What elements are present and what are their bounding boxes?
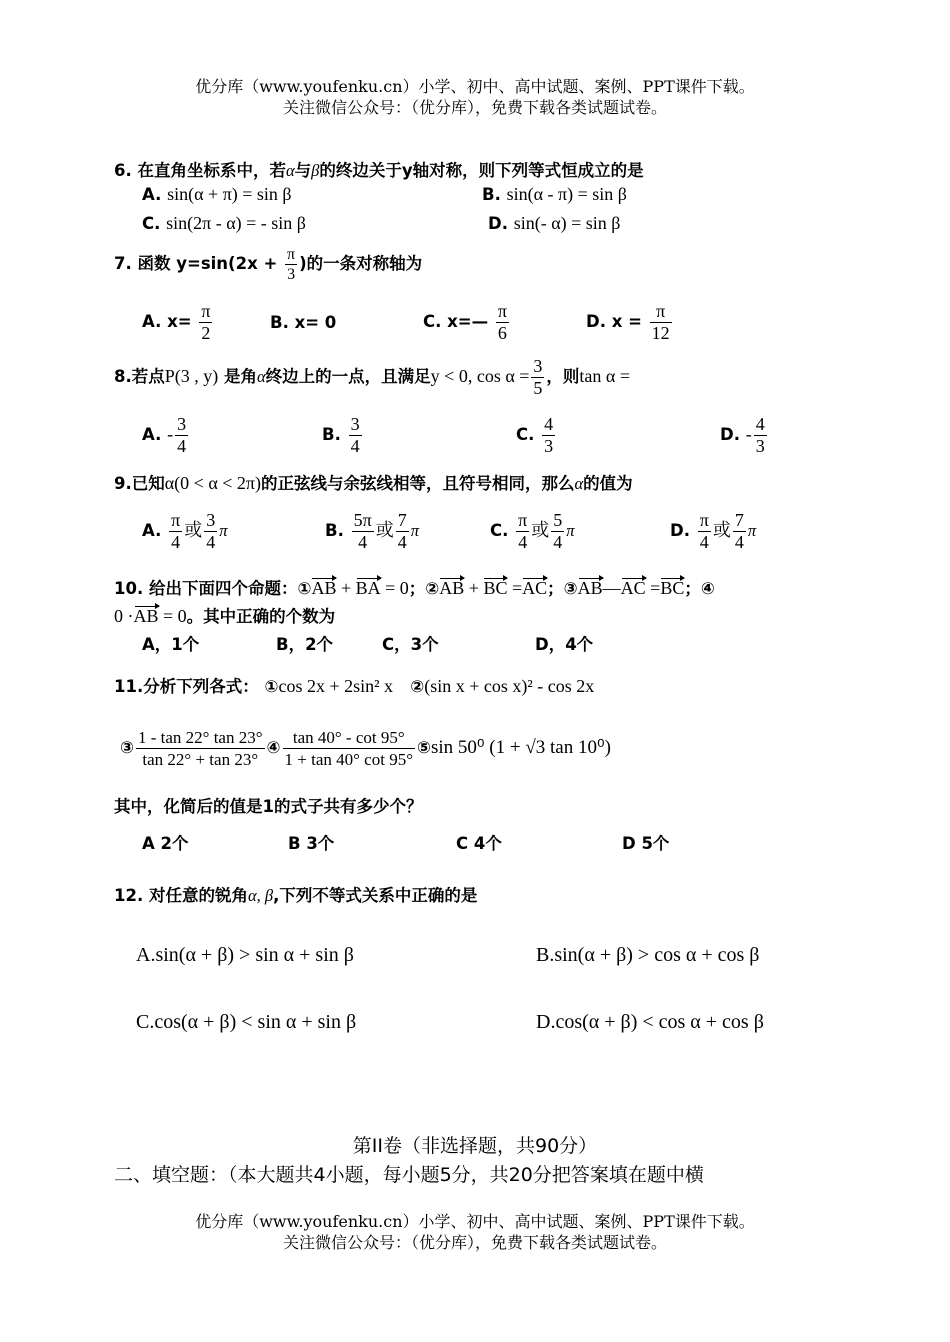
vector-ab: AB (577, 578, 603, 598)
expression-3 (136, 727, 265, 770)
denominator: 4 (734, 532, 744, 552)
question-11-expressions (120, 727, 611, 770)
q12-option-d: D.cos(α + β) < cos α + cos β (536, 1011, 764, 1033)
q9-option-b (325, 510, 419, 553)
option-fraction (754, 414, 767, 457)
q7-stem-part: 7. 函数 y=sin(2x + (114, 254, 278, 273)
denominator: 4 (518, 532, 528, 552)
or-word: 或 (712, 520, 731, 540)
q6-option-a (142, 184, 292, 205)
circled-4: ④ (266, 738, 281, 757)
q8-stem-part: 是角 (224, 367, 257, 386)
q9-stem-part: 的正弦线与余弦线相等，且符号相同，那么 (261, 474, 575, 493)
denominator: 5 (533, 378, 543, 398)
pi-symbol: π (219, 521, 228, 540)
denominator: 1 + tan 40° cot 95° (284, 750, 413, 769)
denominator: 4 (553, 532, 563, 552)
vector-ab: AB (439, 578, 465, 598)
q8-condition: y < 0, cos α = (430, 366, 530, 386)
numerator: 3 (206, 510, 216, 530)
page-header-line1: 优分库（www.youfenku.cn）小学、初中、高中试题、案例、PPT课件下载。 (195, 77, 755, 96)
numerator: 1 - tan 22° tan 23° (137, 728, 263, 747)
option-fraction (175, 414, 188, 457)
q6-stem-part: 与 (294, 161, 312, 180)
option-fraction (698, 510, 711, 553)
question-10-stem-cont (114, 603, 335, 627)
expression-5: sin 50⁰ (1 + √3 tan 10⁰) (430, 737, 611, 758)
question-7-stem (114, 245, 422, 284)
q7-option-a (142, 301, 214, 344)
denominator: 2 (201, 323, 211, 343)
circled-1: ① (264, 677, 279, 696)
option-expression: sin(- α) = sin β (513, 213, 621, 233)
q10-separator: ；③ (547, 579, 578, 598)
numerator: π (518, 510, 528, 530)
option-fraction (542, 414, 555, 457)
option-expression: sin(α - π) = sin β (506, 184, 627, 204)
zero-vector: = 0 (385, 578, 409, 598)
vector-ab: AB (311, 578, 337, 598)
denominator: 6 (497, 323, 507, 343)
numerator: 4 (755, 414, 765, 434)
numerator: 5π (353, 510, 372, 530)
option-fraction (396, 510, 409, 553)
denominator: 12 (651, 323, 670, 343)
page-footer-line1: 优分库（www.youfenku.cn）小学、初中、高中试题、案例、PPT课件下载。 (195, 1212, 755, 1231)
numerator: π (699, 510, 709, 530)
question-10-stem (114, 575, 715, 599)
q10-stem-part: 。其中正确的个数为 (186, 607, 336, 626)
q10-option-b: B，2个 (276, 635, 334, 654)
q8-stem-part: 8.若点 (114, 367, 165, 386)
plus-sign: + (340, 578, 352, 598)
equals-sign: = (511, 578, 523, 598)
numerator: 3 (533, 356, 543, 376)
vector-ab: AB (133, 606, 159, 626)
q6-alpha: α (286, 161, 295, 180)
option-label: D. (720, 425, 740, 444)
q8-option-d (720, 414, 769, 457)
option-label: B. (322, 425, 341, 444)
q6-option-b (482, 184, 627, 205)
q7-option-c (423, 301, 511, 344)
q8-stem-part: 终边上的一点，且满足 (265, 367, 431, 386)
option-label: A. (142, 425, 162, 444)
denominator: 3 (287, 266, 296, 283)
q9-option-d (670, 510, 756, 553)
denominator: 4 (699, 532, 709, 552)
q12-stem-part: ,下列不等式关系中正确的是 (273, 886, 478, 905)
option-label: B. (482, 185, 501, 204)
option-fraction (733, 510, 746, 553)
q12-stem-part: 12. 对任意的锐角 (114, 886, 248, 905)
q6-stem-part: 6. 在直角坐标系中，若 (114, 161, 286, 180)
option-sign: - (167, 424, 174, 444)
numerator: tan 40° - cot 95° (283, 727, 415, 749)
q10-option-d: D，4个 (535, 635, 594, 654)
denominator: 4 (350, 436, 360, 456)
option-label: C. (490, 521, 509, 540)
numerator: 3 (350, 414, 360, 434)
q6-beta: β (311, 161, 320, 180)
q7-stem-part: )的一条对称轴为 (299, 254, 423, 273)
q6-option-d (488, 213, 620, 234)
pi-symbol: π (410, 521, 419, 540)
q8-point: P(3 , y) (164, 366, 219, 386)
part-2-title: 第II卷（非选择题，共90分） (352, 1135, 598, 1157)
or-word: 或 (184, 520, 203, 540)
q10-separator: ；② (408, 579, 440, 598)
denominator: 3 (544, 436, 554, 456)
expression-2: (sin x + cos x)² - cos 2x (424, 676, 595, 696)
circled-2: ② (410, 677, 425, 696)
numerator: 7 (397, 510, 407, 530)
q12-option-c: C.cos(α + β) < sin α + sin β (136, 1011, 357, 1033)
plus-sign: + (468, 578, 479, 598)
q12-variables: α, β (247, 886, 274, 905)
denominator: 4 (177, 436, 187, 456)
question-8-stem (114, 356, 630, 399)
q6-option-c (142, 213, 306, 234)
denominator: tan 22° + tan 23° (142, 750, 259, 769)
q10-option-c: C，3个 (382, 635, 439, 654)
numerator: π (171, 510, 181, 530)
numerator: π (497, 301, 507, 321)
q8-option-a (142, 414, 190, 457)
option-expression: sin(α + π) = sin β (167, 184, 292, 204)
denominator: 4 (358, 532, 368, 552)
q7-fraction (285, 245, 297, 284)
option-text: C. x=— (423, 312, 489, 331)
option-text: D. x = (586, 312, 642, 331)
q6-stem-part: 的终边关于y轴对称，则下列等式恒成立的是 (319, 161, 644, 180)
option-label: A. (142, 185, 162, 204)
option-fraction (516, 510, 529, 553)
denominator: 4 (171, 532, 181, 552)
question-12-stem (114, 882, 477, 906)
vector-bc: BC (660, 578, 685, 598)
q8-option-b (322, 414, 364, 457)
pi-symbol: π (566, 521, 575, 540)
q12-option-b: B.sin(α + β) > cos α + cos β (536, 944, 760, 966)
q11-stem-part: 11.分析下列各式： (114, 677, 259, 696)
q9-stem-part: 9.已知 (114, 474, 165, 493)
option-label: C. (516, 425, 535, 444)
question-11-stem (114, 673, 594, 697)
q9-alpha: α (574, 474, 584, 493)
denominator: 4 (397, 532, 407, 552)
q11-option-a: A 2个 (142, 834, 189, 853)
numerator: 4 (544, 414, 554, 434)
option-label: A. (142, 521, 162, 540)
q7-option-b (270, 313, 336, 332)
option-expression: sin(2π - α) = - sin β (166, 213, 306, 233)
q8-option-c (516, 414, 557, 457)
equals-sign: = (650, 578, 661, 598)
q12-option-a: A.sin(α + β) > sin α + sin β (136, 944, 354, 966)
numerator: π (287, 246, 296, 263)
option-text: A. x= (142, 312, 192, 331)
option-fraction (199, 301, 212, 344)
q8-ask: tan α = (579, 366, 630, 386)
option-label: D. (488, 214, 508, 233)
zero-result: = 0 (163, 606, 187, 626)
numerator: 5 (553, 510, 563, 530)
option-label: C. (142, 214, 161, 233)
option-fraction (169, 510, 182, 553)
q11-option-d: D 5个 (622, 834, 670, 853)
numerator: 7 (734, 510, 744, 530)
option-fraction (650, 301, 672, 344)
option-label: B. (325, 521, 344, 540)
zero-scalar: 0 · (114, 606, 134, 626)
q7-option-d (586, 301, 674, 344)
circled-3: ③ (120, 738, 134, 757)
q9-option-a (142, 510, 227, 553)
vector-ba: BA (355, 578, 381, 598)
circled-5: ⑤ (417, 738, 431, 757)
option-text: B. x= 0 (270, 313, 337, 332)
q8-fraction (531, 356, 544, 399)
q11-option-c: C 4个 (456, 834, 502, 853)
option-fraction (204, 510, 217, 553)
question-6-stem (114, 157, 644, 181)
page-footer-line2: 关注微信公众号：（优分库），免费下载各类试题试卷。 (282, 1233, 667, 1252)
vector-ac: AC (620, 578, 646, 598)
fill-in-section-heading: 二、填空题：（本大题共4小题，每小题5分，共20分把答案填在题中横 (114, 1164, 704, 1186)
q8-alpha: α (257, 367, 266, 386)
denominator: 4 (206, 532, 216, 552)
denominator: 3 (755, 436, 765, 456)
q9-option-c (490, 510, 575, 553)
option-fraction (349, 414, 362, 457)
numerator: π (201, 301, 211, 321)
minus-sign: — (602, 578, 621, 598)
numerator: 3 (177, 414, 187, 434)
option-label: D. (670, 521, 690, 540)
q9-stem-part: 的值为 (583, 474, 633, 493)
q11-option-b: B 3个 (288, 834, 335, 853)
option-fraction (352, 510, 374, 553)
option-sign: - (745, 424, 752, 444)
expression-4 (283, 727, 415, 770)
vector-ac: AC (522, 578, 548, 598)
or-word: 或 (375, 520, 394, 540)
expression-1: cos 2x + 2sin² x (278, 676, 394, 696)
numerator: π (650, 301, 672, 323)
question-11-ask: 其中，化简后的值是1的式子共有多少个？ (114, 797, 423, 816)
or-word: 或 (531, 520, 550, 540)
q10-separator: ；④ (684, 579, 715, 598)
vector-bc: BC (483, 578, 508, 598)
q10-stem-part: 10. 给出下面四个命题：① (114, 579, 312, 598)
q9-range: α(0 < α < 2π) (164, 473, 261, 493)
q10-option-a: A，1个 (142, 635, 200, 654)
page-header-line2: 关注微信公众号：（优分库），免费下载各类试题试卷。 (282, 98, 667, 117)
pi-symbol: π (747, 521, 757, 540)
question-9-stem (114, 470, 633, 494)
q8-stem-part: ，则 (546, 367, 580, 386)
option-fraction (551, 510, 564, 553)
option-fraction (496, 301, 509, 344)
